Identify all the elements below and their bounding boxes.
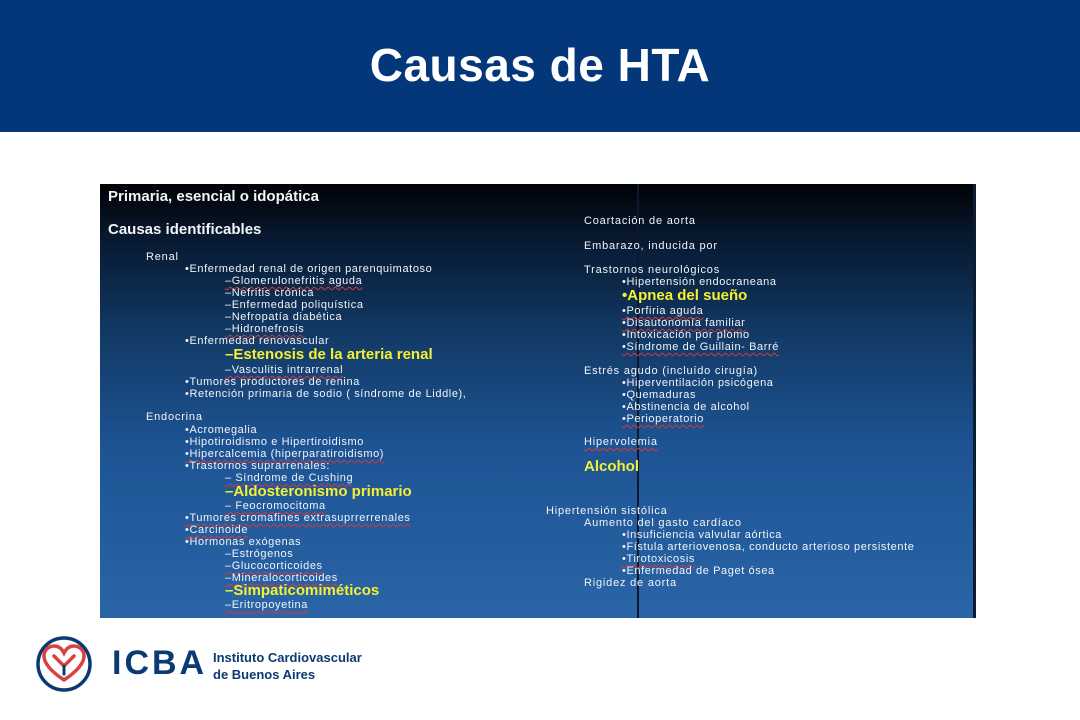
sistolica-gasto: Aumento del gasto cardíaco <box>584 517 742 529</box>
endo-suprarrenales: •Trastornos suprarrenales: <box>185 460 330 472</box>
sistolica-tirotoxicosis: •Tirotoxicosis <box>622 553 695 565</box>
institute-line-2: de Buenos Aires <box>213 667 316 682</box>
right-border <box>973 184 976 618</box>
renal-tumores: •Tumores productores de renina <box>185 376 360 388</box>
estres-hiperventilacion: •Hiperventilación psicógena <box>622 377 774 389</box>
primary-heading: Primaria, esencial o idopática <box>108 188 319 205</box>
right-hipervolemia: Hipervolemia <box>584 436 658 448</box>
sistolica-paget: •Enfermedad de Paget ósea <box>622 565 775 577</box>
endo-acromegalia: •Acromegalia <box>185 424 258 436</box>
title-bar <box>0 0 1080 132</box>
endo-hipercalcemia: •Hipercalcemia (hiperparatiroidismo) <box>185 448 385 460</box>
estres-abstinencia: •Abstinencia de alcohol <box>622 401 750 413</box>
sistolica-fistula: •Fístula arteriovenosa, conducto arterioso persistente <box>622 541 915 553</box>
page-title: Causas de HTA <box>369 39 711 91</box>
renal-estenosis: –Estenosis de la arteria renal <box>225 346 433 363</box>
neuro-plomo: •Intoxicación por plomo <box>622 329 750 341</box>
renal-vasculitis: –Vasculitis intrarrenal <box>225 364 344 376</box>
endo-tiroides: •Hipotiroidismo e Hipertiroidismo <box>185 436 364 448</box>
sistolica-label: Hipertensión sistólica <box>546 505 668 517</box>
causes-table-image <box>100 184 976 618</box>
neuro-endocraneana: •Hipertensión endocraneana <box>622 276 777 288</box>
renal-label: Renal <box>146 251 179 263</box>
endo-cromafines: •Tumores cromafines extrasuprrerrenales <box>185 512 411 524</box>
neuro-porfiria: •Porfiria aguda <box>622 305 704 317</box>
sistolica-rigidez: Rigidez de aorta <box>584 577 677 589</box>
endo-estrogenos: –Estrógenos <box>225 548 294 560</box>
right-embarazo: Embarazo, inducida por <box>584 240 718 252</box>
right-alcohol: Alcohol <box>584 458 639 475</box>
estres-label: Estrés agudo (incluído cirugía) <box>584 365 758 377</box>
brand-name: ICBA <box>112 644 208 682</box>
neuro-apnea: •Apnea del sueño <box>622 287 748 304</box>
right-coartacion: Coartación de aorta <box>584 215 696 227</box>
renal-renovascular: •Enfermedad renovascular <box>185 335 330 347</box>
renal-nefritis: –Nefritis crónica <box>225 287 315 299</box>
endocrine-label: Endocrina <box>146 411 203 423</box>
endo-carcinoide: •Carcinoide <box>185 524 249 536</box>
endo-eritropoyetina: –Eritropoyetina <box>225 599 308 611</box>
endo-mineralocorticoides: –Mineralocorticoides <box>225 572 338 584</box>
identifiable-heading: Causas identificables <box>108 221 262 238</box>
endo-aldosteronismo: –Aldosteronismo primario <box>225 483 412 500</box>
neuro-label: Trastornos neurológicos <box>584 264 720 276</box>
estres-perioperatorio: •Perioperatorio <box>622 413 704 425</box>
endo-glucocorticoides: –Glucocorticoides <box>225 560 323 572</box>
renal-retencion: •Retención primaria de sodio ( síndrome de Liddle), <box>185 388 467 400</box>
icba-heart-logo-icon <box>30 634 102 692</box>
renal-glomerulonefritis: –Glomerulonefritis aguda <box>225 275 363 287</box>
renal-nefropatia: –Nefropatía diabética <box>225 311 343 323</box>
sistolica-insuficiencia: •Insuficiencia valvular aórtica <box>622 529 783 541</box>
endo-cushing: – Síndrome de Cushing <box>225 472 354 484</box>
endo-feocromocitoma: – Feocromocitoma <box>225 500 326 512</box>
neuro-disautonomia: •Disautonomía familiar <box>622 317 746 329</box>
estres-quemaduras: •Quemaduras <box>622 389 697 401</box>
renal-poliquistica: –Enfermedad poliquística <box>225 299 364 311</box>
renal-parenchymal: •Enfermedad renal de origen parenquimatoso <box>185 263 433 275</box>
institute-line-1: Instituto Cardiovascular <box>213 650 362 665</box>
renal-hidronefrosis: –Hidronefrosis <box>225 323 305 335</box>
endo-hormonas: •Hormonas exógenas <box>185 536 302 548</box>
endo-simpaticomimeticos: –Simpaticomiméticos <box>225 582 380 599</box>
neuro-guillain: •Síndrome de Guillain- Barré <box>622 341 779 353</box>
